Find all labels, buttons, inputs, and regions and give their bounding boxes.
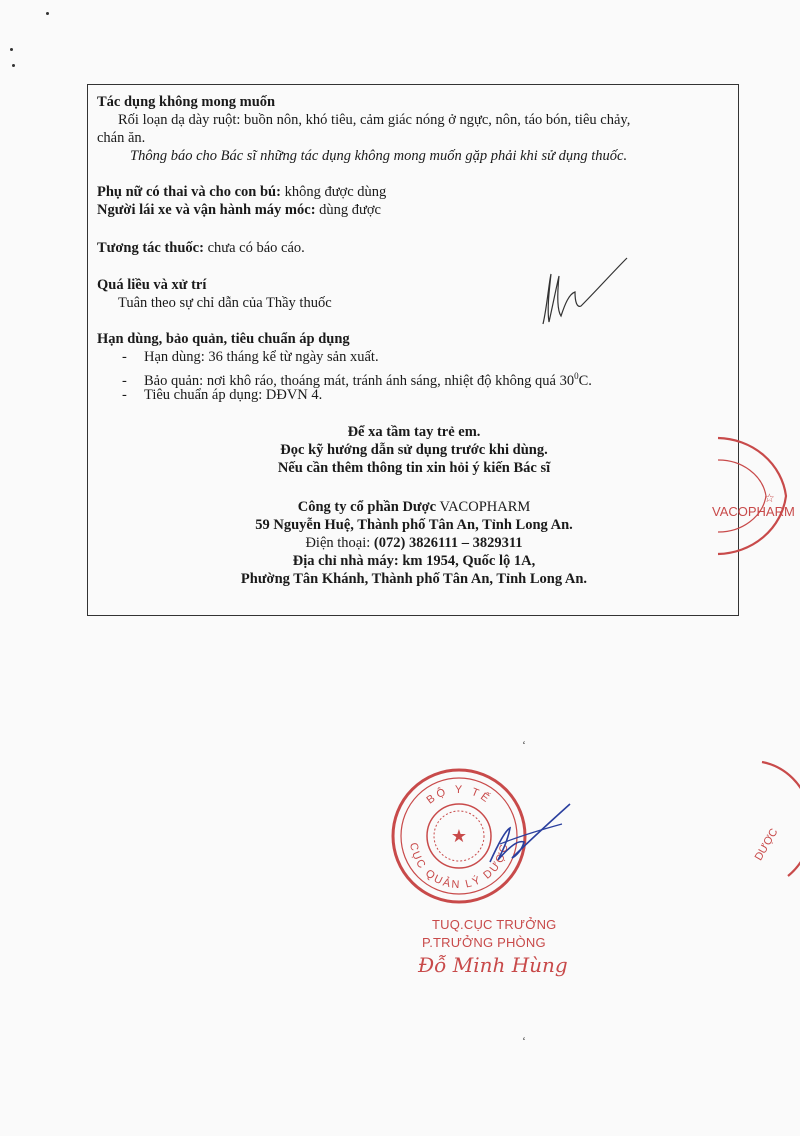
overdose-heading: Quá liều và xử trí (97, 277, 207, 293)
side-effects-heading: Tác dụng không mong muốn (97, 94, 276, 110)
pregnancy-label: Phụ nữ có thai và cho con bú: (97, 184, 281, 200)
overdose-text: Tuân theo sự chỉ dẫn của Thầy thuốc (118, 295, 332, 311)
list-dash: - (122, 349, 127, 365)
leaflet-box (87, 84, 739, 616)
signoff-title-1: TUQ.CỤC TRƯỞNG (432, 917, 557, 932)
warning-read-instructions: Đọc kỹ hướng dẫn sử dụng trước khi dùng. (280, 442, 548, 458)
stamp-text: VACOPHARM (712, 504, 795, 519)
factory-address-cont: Phường Tân Khánh, Thành phố Tân An, Tỉnh Long An. (240, 571, 588, 587)
list-dash: - (122, 387, 127, 403)
signoff-title-2: P.TRƯỞNG PHÒNG (422, 935, 546, 950)
driving-line (97, 201, 381, 219)
driving-label: Người lái xe và vận hành máy móc: (97, 202, 316, 218)
side-effects-note: Thông báo cho Bác sĩ những tác dụng không mong muốn gặp phải khi sử dụng thuốc. (130, 148, 628, 164)
seal-ring-bottom: CỤC QUẢN LÝ DƯỢC (406, 841, 512, 892)
partial-seal-right (740, 758, 800, 898)
company-address: 59 Nguyễn Huệ, Thành phố Tân An, Tỉnh Long An. (255, 517, 573, 533)
company-phone-line (88, 534, 740, 552)
factory-address: Địa chỉ nhà máy: km 1954, Quốc lộ 1A, (292, 553, 536, 569)
emblem-star-icon: ★ (450, 826, 468, 846)
storage-item (122, 348, 379, 366)
scan-speck (10, 48, 13, 51)
temperature-unit: C. (578, 372, 592, 389)
standard-text: Tiêu chuẩn áp dụng: DĐVN 4. (144, 387, 323, 403)
scan-mark: ʻ (522, 738, 526, 752)
seal-ring-top: BỘ Y TẾ (424, 783, 494, 807)
company-name-line (88, 498, 740, 516)
blue-signature (470, 800, 580, 880)
interactions-value: chưa có báo cáo. (203, 240, 305, 256)
shelf-life-text: Hạn dùng: 36 tháng kể từ ngày sản xuất. (144, 349, 379, 365)
company-name: VACOPHARM (436, 499, 531, 515)
degree-mark: 0 (574, 371, 579, 381)
side-effects-text: Rối loạn dạ dày ruột: buồn nôn, khó tiêu, cảm giác nóng ở ngực, nôn, táo bón, tiêu chảy, (118, 112, 631, 128)
phone-number: (072) 3826111 – 3829311 (370, 535, 523, 551)
storage-item (122, 386, 322, 404)
pregnancy-value: không được dùng (280, 184, 387, 200)
scan-speck (46, 12, 49, 15)
star-icon: ☆ (764, 491, 775, 505)
scan-mark: ʻ (522, 1034, 526, 1048)
storage-conditions-text: Bảo quản: nơi khô ráo, thoáng mát, tránh ánh sáng, nhiệt độ không quá 30 (144, 372, 575, 389)
storage-heading: Hạn dùng, bảo quản, tiêu chuẩn áp dụng (97, 331, 350, 347)
interactions-line (97, 239, 305, 257)
warning-ask-doctor: Nếu cần thêm thông tin xin hỏi ý kiến Bác sĩ (277, 460, 551, 476)
list-dash: - (122, 372, 127, 389)
phone-label: Điện thoại: (305, 535, 371, 551)
pregnancy-line (97, 183, 386, 201)
signer-name: Đỗ Minh Hùng (418, 953, 568, 977)
side-effects-text-cont: chán ăn. (97, 130, 146, 146)
driving-value: dùng được (315, 202, 381, 218)
seal-text: DƯỢC (752, 826, 781, 863)
handwritten-initials (535, 252, 635, 332)
partial-company-stamp (690, 432, 800, 562)
warning-children: Để xa tầm tay trẻ em. (347, 424, 481, 440)
interactions-label: Tương tác thuốc: (97, 240, 204, 256)
company-name-label: Công ty cổ phần Dược (297, 499, 437, 515)
scan-speck (12, 64, 15, 67)
